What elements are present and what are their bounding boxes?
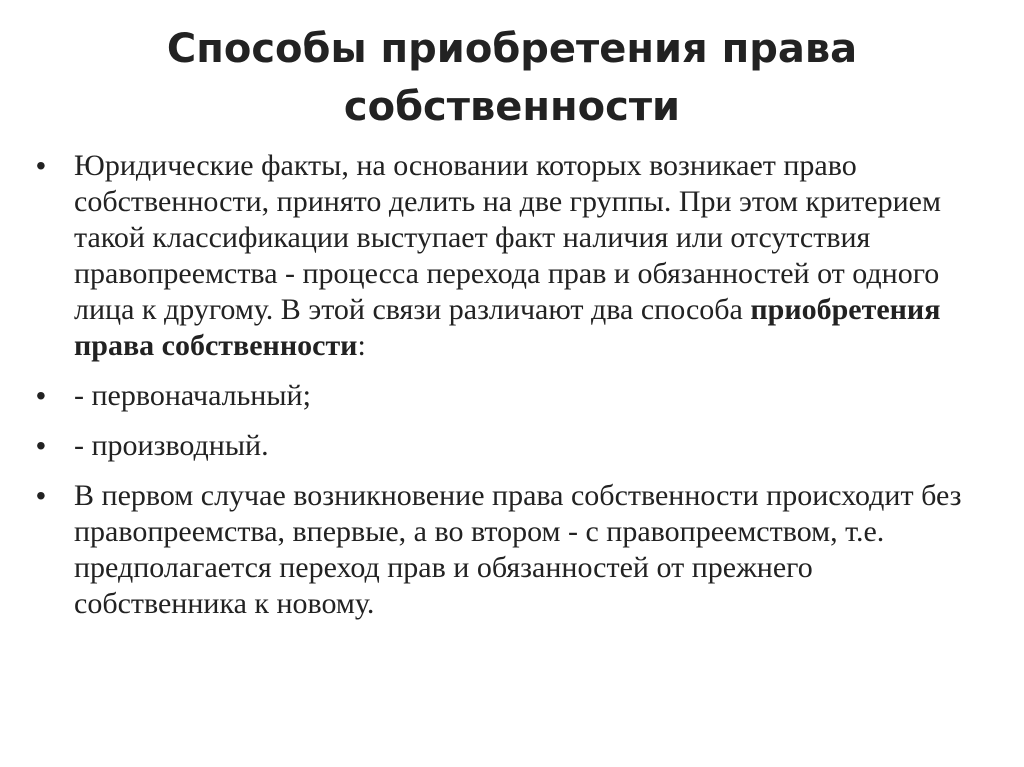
bullet-text: - производный. — [74, 429, 269, 462]
bullet-text: - первоначальный; — [74, 379, 311, 412]
bullet-text-end: : — [357, 329, 366, 362]
bullet-item-derivative — [36, 428, 976, 464]
bullet-bold-text: приобретения права собственности — [74, 293, 941, 362]
bullet-item-legal-facts — [36, 148, 976, 364]
bullet-text: Юридические факты, на основании которых возникает право собственности, принято делить на две группы. При этом критерием такой классификации выступает факт наличия или отсутствия правопреемства - процесса перехода прав и обязанностей от одного лица к другому. В этой связи различают два способа — [74, 149, 941, 326]
bullet-text: В первом случае возникновение права собственности происходит без правопреемства, впервые, а во втором - с правопреемством, т.е. предполагается переход прав и обязанностей от прежнего собственника к новому. — [74, 479, 962, 620]
bullet-item-explanation — [36, 478, 976, 622]
bullet-item-original — [36, 378, 976, 414]
bullet-list — [36, 148, 976, 636]
slide-title: Способы приобретения права собственности — [166, 26, 858, 130]
